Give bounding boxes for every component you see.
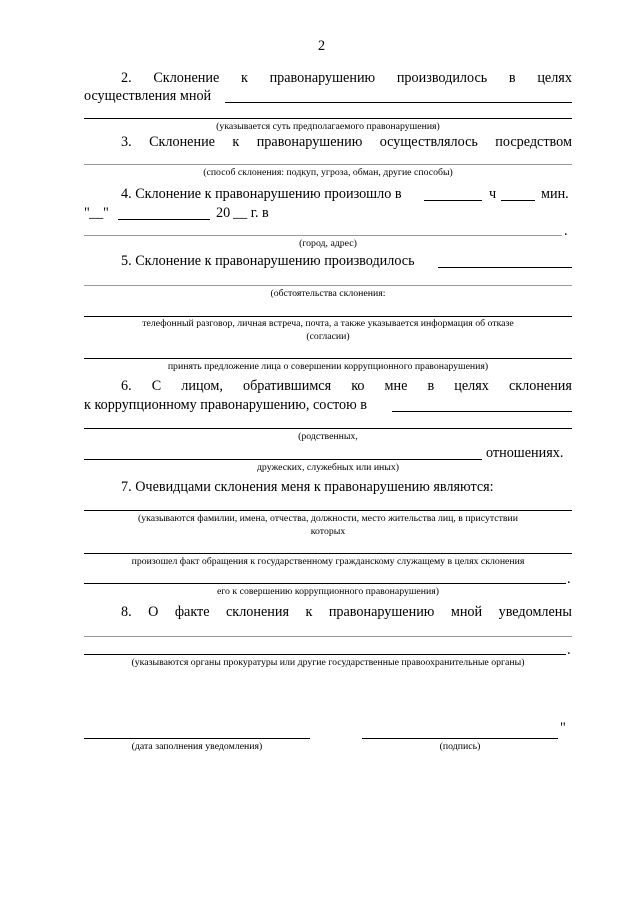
word: к (232, 134, 240, 150)
item7-line-a (84, 510, 572, 511)
word: целях (454, 378, 489, 394)
item6-caption1: (родственных, (298, 431, 358, 442)
word: С (151, 378, 162, 394)
signature-caption: (подпись) (439, 741, 481, 752)
word: производилось (396, 70, 488, 86)
word: правонарушению (328, 604, 435, 620)
item3-line1 (121, 134, 572, 150)
word: правонарушению (256, 134, 363, 150)
signature-line (362, 738, 558, 739)
word: в (427, 378, 435, 394)
word: факте (174, 604, 210, 620)
word: посредством (495, 134, 572, 150)
word: осуществлялось (379, 134, 478, 150)
item2-line1 (121, 70, 572, 86)
item7-line-b (84, 553, 572, 554)
item8-caption: (указываются органы прокуратуры или другие государственные правоохранительные органы) (131, 657, 525, 668)
item4-year-prefix: 20 (216, 205, 231, 221)
item4-quote-close: " (103, 205, 109, 221)
word: О (148, 604, 159, 620)
item8-line-b (84, 654, 566, 655)
item5-blank (438, 267, 572, 268)
item5-line-c (84, 358, 572, 359)
item6-blank (392, 411, 572, 412)
word: мной (450, 604, 483, 620)
item4-quote-open: " (84, 205, 90, 221)
item2-blank-line-2 (84, 118, 572, 119)
item6-relations: отношениях. (486, 445, 564, 461)
page-number: 2 (318, 38, 326, 54)
word: 6. (121, 378, 132, 394)
item7-line1: 7. Очевидцами склонения меня к правонарушению являются: (121, 479, 494, 495)
item4-min-label: мин. (541, 186, 569, 202)
item5-caption1: (обстоятельства склонения: (270, 288, 386, 299)
item4-hour-label: ч (489, 186, 497, 202)
word: целях (537, 70, 572, 86)
item3-blank-line (84, 164, 572, 165)
item7-caption3: произошел факт обращения к государственному гражданскому служащему в целях склонения (131, 556, 525, 567)
date-line (84, 738, 310, 739)
item5-line1: 5. Склонение к правонарушению производилось (121, 253, 415, 269)
word: к (240, 70, 248, 86)
word: обратившимся (242, 378, 332, 394)
item5-caption2: телефонный разговор, личная встреча, почта, а также указывается информация об отказе (142, 318, 514, 329)
item5-caption4: принять предложение лица о совершении коррупционного правонарушения) (167, 361, 489, 372)
item6-caption2: дружеских, служебных или иных) (256, 462, 400, 473)
item2-caption: (указывается суть предполагаемого правонарушения) (216, 121, 440, 132)
word: 8. (121, 604, 132, 620)
item4-min-blank (501, 200, 535, 201)
word: 2. (121, 70, 132, 86)
item4-caption: (город, адрес) (299, 238, 357, 249)
item7-period: . (567, 571, 571, 587)
word: к (305, 604, 313, 620)
item8-line1 (121, 604, 572, 620)
word: в (508, 70, 516, 86)
item2-line2: осуществления мной (84, 88, 212, 104)
signature-quote: " (560, 720, 566, 736)
item6-line-a (84, 428, 572, 429)
word: мне (384, 378, 408, 394)
word: Склонение (153, 70, 220, 86)
item8-period: . (567, 642, 571, 658)
item3-caption: (способ склонения: подкуп, угроза, обман, другие способы) (203, 167, 453, 178)
item7-caption1: (указываются фамилии, имена, отчества, должности, место жительства лиц, в присутствии (137, 513, 519, 524)
item6-line2: к коррупционному правонарушению, состою в (84, 397, 367, 413)
item8-line-a (84, 636, 572, 637)
item5-line-a (84, 285, 572, 286)
word: склонения (508, 378, 572, 394)
item7-line-c (84, 583, 566, 584)
item6-line-b (84, 459, 482, 460)
item2-blank-line (225, 102, 572, 103)
item4-period: . (564, 223, 568, 239)
item4-year-suffix: __ г. в (233, 205, 269, 221)
word: уведомлены (498, 604, 572, 620)
word: Склонение (149, 134, 215, 150)
item4-hour-blank (424, 200, 482, 201)
item7-caption4: его к совершению коррупционного правонарушения) (216, 586, 440, 597)
item4-month-blank (118, 219, 210, 220)
word: правонарушению (269, 70, 376, 86)
item4-line1: 4. Склонение к правонарушению произошло в (121, 186, 402, 202)
date-caption: (дата заполнения уведомления) (131, 741, 263, 752)
word: ко (351, 378, 365, 394)
word: 3. (121, 134, 132, 150)
item5-line-b (84, 316, 572, 317)
word: склонения (226, 604, 289, 620)
item7-caption2: которых (310, 526, 346, 537)
word: лицом, (181, 378, 223, 394)
item4-address-line (84, 235, 562, 236)
item4-day-blank: __ (89, 205, 104, 221)
item6-line1 (121, 378, 572, 394)
item5-caption3: (согласии) (306, 331, 350, 342)
